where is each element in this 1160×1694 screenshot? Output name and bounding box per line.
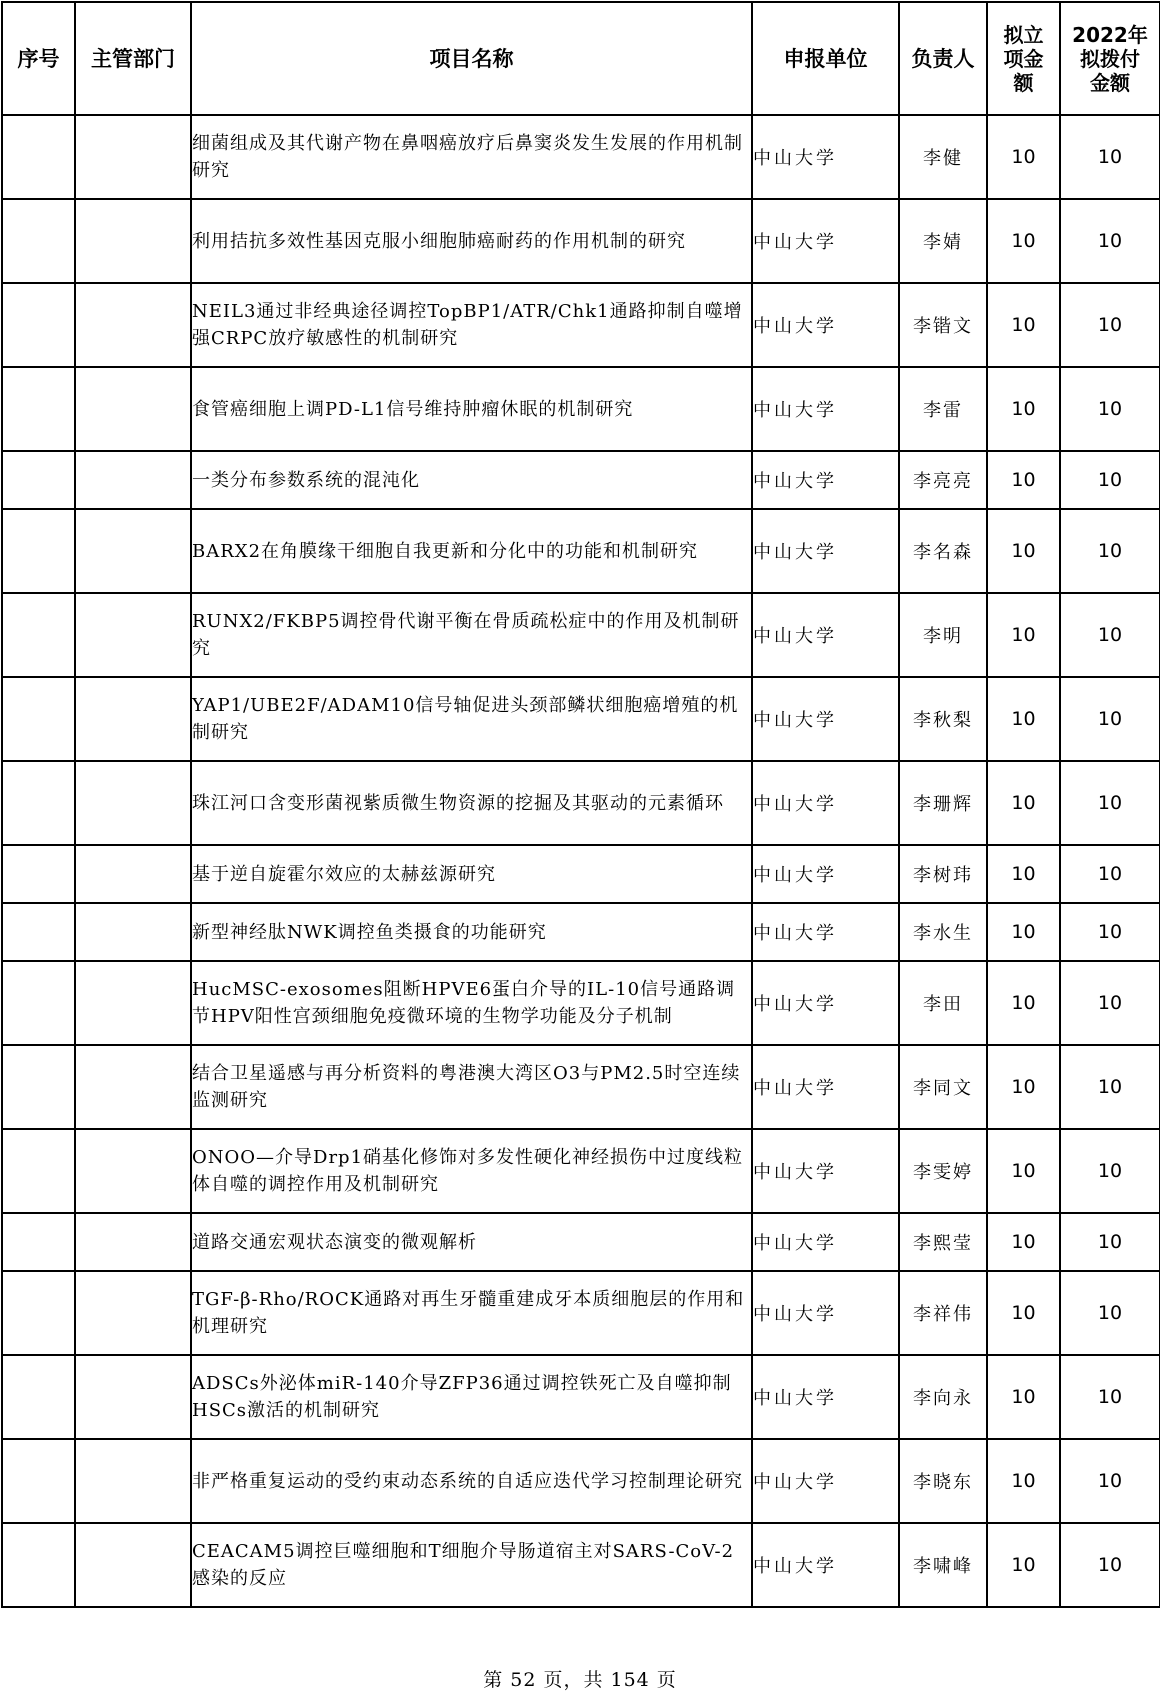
table-row <box>2 199 1160 283</box>
cell-project-name: TGF-β-Rho/ROCK通路对再生牙髓重建成牙本质细胞层的作用和机理研究 <box>191 1271 752 1355</box>
cell-seq <box>2 451 75 509</box>
cell-dept <box>75 199 191 283</box>
page-footer: 第 52 页，共 154 页 <box>483 1669 677 1691</box>
cell-unit: 中山大学 <box>752 115 899 199</box>
table-row <box>2 115 1160 199</box>
table-row <box>2 451 1160 509</box>
table-row <box>2 961 1160 1045</box>
header-person: 负责人 <box>899 2 987 115</box>
cell-unit: 中山大学 <box>752 1271 899 1355</box>
cell-seq <box>2 1045 75 1129</box>
cell-dept <box>75 367 191 451</box>
cell-seq <box>2 367 75 451</box>
cell-unit: 中山大学 <box>752 961 899 1045</box>
cell-project-name: 基于逆自旋霍尔效应的太赫兹源研究 <box>191 845 752 903</box>
header-amount-line2: 项金 <box>1003 46 1044 71</box>
table-row <box>2 845 1160 903</box>
cell-amount: 10 <box>987 1271 1060 1355</box>
cell-seq <box>2 1129 75 1213</box>
cell-unit: 中山大学 <box>752 1523 899 1607</box>
table-row <box>2 1045 1160 1129</box>
cell-pay: 10 <box>1060 367 1160 451</box>
cell-seq <box>2 509 75 593</box>
cell-person: 李亮亮 <box>899 451 987 509</box>
cell-seq <box>2 903 75 961</box>
table-row <box>2 1271 1160 1355</box>
cell-project-name: 结合卫星遥感与再分析资料的粤港澳大湾区O3与PM2.5时空连续监测研究 <box>191 1045 752 1129</box>
cell-unit: 中山大学 <box>752 677 899 761</box>
header-amount-line3: 额 <box>1013 70 1034 95</box>
cell-dept <box>75 451 191 509</box>
cell-pay: 10 <box>1060 1271 1160 1355</box>
cell-seq <box>2 1439 75 1523</box>
table-row <box>2 1213 1160 1271</box>
header-project-name: 项目名称 <box>191 2 752 115</box>
cell-project-name: YAP1/UBE2F/ADAM10信号轴促进头颈部鳞状细胞癌增殖的机制研究 <box>191 677 752 761</box>
cell-dept <box>75 1355 191 1439</box>
cell-amount: 10 <box>987 1439 1060 1523</box>
header-dept: 主管部门 <box>75 2 191 115</box>
cell-dept <box>75 283 191 367</box>
header-pay-line1: 2022年 <box>1072 22 1148 47</box>
cell-amount: 10 <box>987 961 1060 1045</box>
cell-project-name: 一类分布参数系统的混沌化 <box>191 451 752 509</box>
cell-person: 李祥伟 <box>899 1271 987 1355</box>
cell-person: 李田 <box>899 961 987 1045</box>
cell-person: 李熙莹 <box>899 1213 987 1271</box>
cell-project-name: 非严格重复运动的受约束动态系统的自适应迭代学习控制理论研究 <box>191 1439 752 1523</box>
header-row <box>2 2 1160 115</box>
cell-project-name: NEIL3通过非经典途径调控TopBP1/ATR/Chk1通路抑制自噬增强CRPC放疗敏感性的机制研究 <box>191 283 752 367</box>
cell-seq <box>2 677 75 761</box>
cell-person: 李水生 <box>899 903 987 961</box>
cell-pay: 10 <box>1060 677 1160 761</box>
cell-project-name: ADSCs外泌体miR-140介导ZFP36通过调控铁死亡及自噬抑制HSCs激活的机制研究 <box>191 1355 752 1439</box>
cell-dept <box>75 903 191 961</box>
cell-amount: 10 <box>987 199 1060 283</box>
cell-pay: 10 <box>1060 1439 1160 1523</box>
cell-project-name: 道路交通宏观状态演变的微观解析 <box>191 1213 752 1271</box>
table-row <box>2 677 1160 761</box>
cell-amount: 10 <box>987 367 1060 451</box>
header-pay-line3: 金额 <box>1090 70 1130 95</box>
table-row <box>2 283 1160 367</box>
cell-unit: 中山大学 <box>752 903 899 961</box>
header-amount <box>987 2 1060 115</box>
cell-project-name: RUNX2/FKBP5调控骨代谢平衡在骨质疏松症中的作用及机制研究 <box>191 593 752 677</box>
cell-unit: 中山大学 <box>752 283 899 367</box>
cell-amount: 10 <box>987 115 1060 199</box>
cell-unit: 中山大学 <box>752 451 899 509</box>
cell-seq <box>2 283 75 367</box>
cell-dept <box>75 1523 191 1607</box>
cell-person: 李雯婷 <box>899 1129 987 1213</box>
cell-person: 李健 <box>899 115 987 199</box>
cell-amount: 10 <box>987 903 1060 961</box>
cell-person: 李晓东 <box>899 1439 987 1523</box>
cell-amount: 10 <box>987 509 1060 593</box>
cell-seq <box>2 845 75 903</box>
table-row <box>2 903 1160 961</box>
cell-unit: 中山大学 <box>752 1355 899 1439</box>
table-row <box>2 1523 1160 1607</box>
header-seq: 序号 <box>2 2 75 115</box>
cell-pay: 10 <box>1060 509 1160 593</box>
table-row <box>2 761 1160 845</box>
project-table <box>1 1 1160 1608</box>
cell-seq <box>2 1271 75 1355</box>
cell-dept <box>75 1271 191 1355</box>
cell-project-name: BARX2在角膜缘干细胞自我更新和分化中的功能和机制研究 <box>191 509 752 593</box>
cell-dept <box>75 1129 191 1213</box>
table-row <box>2 509 1160 593</box>
cell-seq <box>2 593 75 677</box>
cell-amount: 10 <box>987 845 1060 903</box>
cell-unit: 中山大学 <box>752 1439 899 1523</box>
cell-pay: 10 <box>1060 593 1160 677</box>
cell-unit: 中山大学 <box>752 845 899 903</box>
cell-amount: 10 <box>987 593 1060 677</box>
table-row <box>2 1129 1160 1213</box>
table-row <box>2 1355 1160 1439</box>
cell-project-name: 珠江河口含变形菌视紫质微生物资源的挖掘及其驱动的元素循环 <box>191 761 752 845</box>
cell-person: 李啸峰 <box>899 1523 987 1607</box>
cell-unit: 中山大学 <box>752 1129 899 1213</box>
cell-dept <box>75 677 191 761</box>
cell-unit: 中山大学 <box>752 761 899 845</box>
header-pay-line2: 拟拨付 <box>1080 46 1140 71</box>
header-amount-line1: 拟立 <box>1003 22 1044 47</box>
cell-dept <box>75 961 191 1045</box>
cell-unit: 中山大学 <box>752 199 899 283</box>
cell-pay: 10 <box>1060 199 1160 283</box>
cell-person: 李名森 <box>899 509 987 593</box>
cell-pay: 10 <box>1060 1213 1160 1271</box>
table-row <box>2 593 1160 677</box>
cell-pay: 10 <box>1060 1523 1160 1607</box>
cell-pay: 10 <box>1060 115 1160 199</box>
cell-person: 李雷 <box>899 367 987 451</box>
cell-seq <box>2 1355 75 1439</box>
cell-amount: 10 <box>987 283 1060 367</box>
cell-amount: 10 <box>987 1045 1060 1129</box>
cell-person: 李同文 <box>899 1045 987 1129</box>
cell-seq <box>2 761 75 845</box>
table-row <box>2 367 1160 451</box>
cell-unit: 中山大学 <box>752 1045 899 1129</box>
cell-dept <box>75 115 191 199</box>
cell-person: 李婧 <box>899 199 987 283</box>
cell-person: 李珊辉 <box>899 761 987 845</box>
cell-seq <box>2 199 75 283</box>
cell-pay: 10 <box>1060 451 1160 509</box>
cell-seq <box>2 1213 75 1271</box>
cell-amount: 10 <box>987 1129 1060 1213</box>
cell-unit: 中山大学 <box>752 367 899 451</box>
cell-dept <box>75 1045 191 1129</box>
cell-pay: 10 <box>1060 1355 1160 1439</box>
cell-project-name: CEACAM5调控巨噬细胞和T细胞介导肠道宿主对SARS-CoV-2感染的反应 <box>191 1523 752 1607</box>
cell-project-name: 细菌组成及其代谢产物在鼻咽癌放疗后鼻窦炎发生发展的作用机制研究 <box>191 115 752 199</box>
cell-person: 李秋梨 <box>899 677 987 761</box>
cell-dept <box>75 593 191 677</box>
cell-person: 李明 <box>899 593 987 677</box>
cell-unit: 中山大学 <box>752 593 899 677</box>
cell-amount: 10 <box>987 677 1060 761</box>
cell-seq <box>2 115 75 199</box>
cell-seq <box>2 961 75 1045</box>
cell-amount: 10 <box>987 761 1060 845</box>
cell-dept <box>75 761 191 845</box>
table-row <box>2 1439 1160 1523</box>
cell-unit: 中山大学 <box>752 509 899 593</box>
cell-dept <box>75 509 191 593</box>
cell-project-name: 利用拮抗多效性基因克服小细胞肺癌耐药的作用机制的研究 <box>191 199 752 283</box>
cell-dept <box>75 1213 191 1271</box>
cell-amount: 10 <box>987 1355 1060 1439</box>
cell-pay: 10 <box>1060 283 1160 367</box>
cell-person: 李向永 <box>899 1355 987 1439</box>
cell-dept <box>75 1439 191 1523</box>
cell-pay: 10 <box>1060 1045 1160 1129</box>
cell-person: 李树玮 <box>899 845 987 903</box>
cell-amount: 10 <box>987 1213 1060 1271</box>
cell-unit: 中山大学 <box>752 1213 899 1271</box>
cell-project-name: ONOO—介导Drp1硝基化修饰对多发性硬化神经损伤中过度线粒体自噬的调控作用及机制研究 <box>191 1129 752 1213</box>
cell-pay: 10 <box>1060 1129 1160 1213</box>
cell-person: 李锴文 <box>899 283 987 367</box>
cell-pay: 10 <box>1060 903 1160 961</box>
cell-seq <box>2 1523 75 1607</box>
table-body <box>2 115 1160 1607</box>
cell-project-name: 新型神经肽NWK调控鱼类摄食的功能研究 <box>191 903 752 961</box>
cell-pay: 10 <box>1060 761 1160 845</box>
cell-amount: 10 <box>987 451 1060 509</box>
cell-pay: 10 <box>1060 845 1160 903</box>
header-unit: 申报单位 <box>752 2 899 115</box>
cell-dept <box>75 845 191 903</box>
cell-project-name: 食管癌细胞上调PD-L1信号维持肿瘤休眠的机制研究 <box>191 367 752 451</box>
header-pay <box>1060 2 1160 115</box>
cell-pay: 10 <box>1060 961 1160 1045</box>
cell-project-name: HucMSC-exosomes阻断HPVE6蛋白介导的IL-10信号通路调节HPV阳性宫颈细胞免疫微环境的生物学功能及分子机制 <box>191 961 752 1045</box>
cell-amount: 10 <box>987 1523 1060 1607</box>
